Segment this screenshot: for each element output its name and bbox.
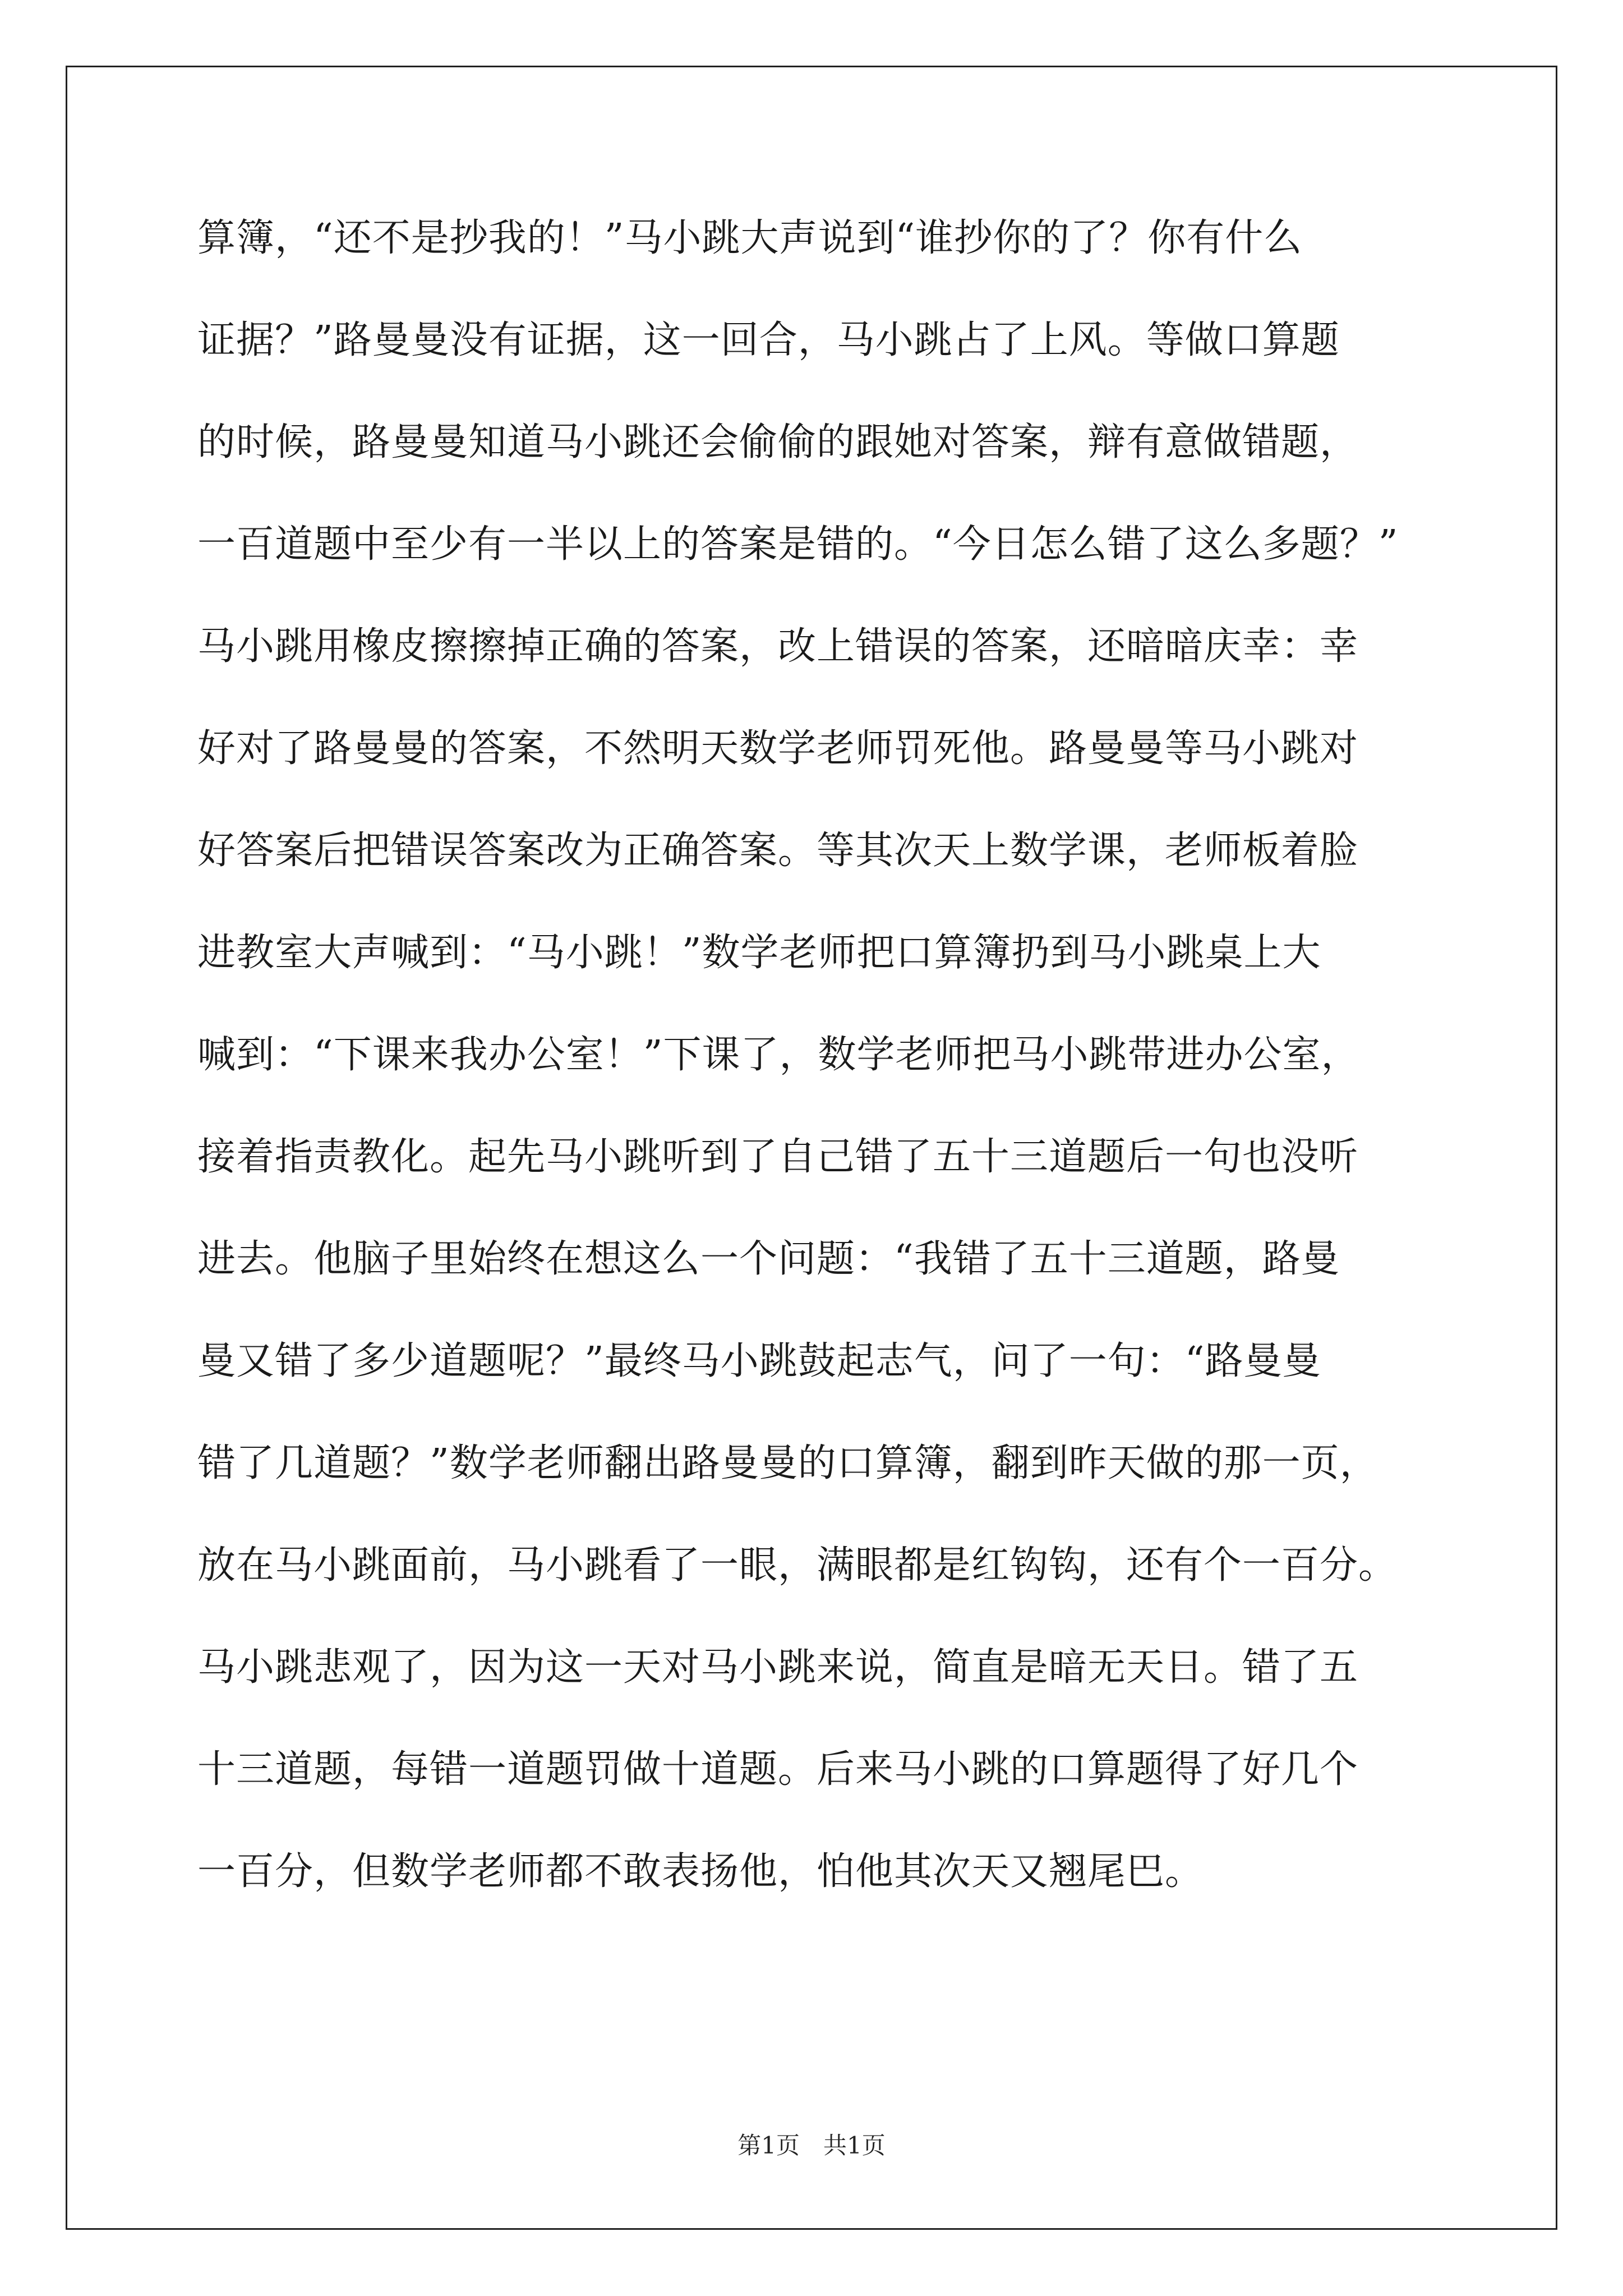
- text-line: 马小跳用橡皮擦擦掉正确的答案，改上错误的答案，还暗暗庆幸：幸: [197, 624, 1359, 669]
- text-line: 曼又错了多少道题呢？”最终马小跳鼓起志气，问了一句：“路曼曼: [197, 1339, 1321, 1383]
- text-line: 进去。他脑子里始终在想这么一个问题：“我错了五十三道题，路曼: [197, 1237, 1340, 1281]
- text-line: 好对了路曼曼的答案，不然明天数学老师罚死他。路曼曼等马小跳对: [197, 726, 1359, 771]
- text-line: 的时候，路曼曼知道马小跳还会偷偷的跟她对答案，辩有意做错题，: [197, 420, 1359, 464]
- page-footer: 第1页 共1页: [737, 2132, 886, 2159]
- text-line: 算簿，“还不是抄我的！”马小跳大声说到“谁抄你的了？你有什么: [197, 216, 1303, 260]
- text-line: 放在马小跳面前，马小跳看了一眼，满眼都是红钩钩，还有个一百分。: [197, 1543, 1398, 1588]
- text-line: 错了几道题？”数学老师翻出路曼曼的口算簿，翻到昨天做的那一页，: [197, 1441, 1378, 1485]
- text-line: 十三道题，每错一道题罚做十道题。后来马小跳的口算题得了好几个: [197, 1747, 1359, 1792]
- text-line: 一百分，但数学老师都不敢表扬他，怕他其次天又翘尾巴。: [197, 1849, 1204, 1894]
- text-line: 喊到：“下课来我办公室！”下课了，数学老师把马小跳带进办公室，: [197, 1033, 1360, 1077]
- text-line: 马小跳悲观了，因为这一天对马小跳来说，简直是暗无天日。错了五: [197, 1645, 1359, 1690]
- text-line: 证据？”路曼曼没有证据，这一回合，马小跳占了上风。等做口算题: [197, 318, 1340, 362]
- text-line: 一百道题中至少有一半以上的答案是错的。“今日怎么错了这么多题？”: [197, 522, 1399, 567]
- text-line: 接着指责教化。起先马小跳听到了自己错了五十三道题后一句也没听: [197, 1135, 1359, 1179]
- text-line: 进教室大声喊到：“马小跳！”数学老师把口算簿扔到马小跳桌上大: [197, 931, 1321, 975]
- document-body: [197, 213, 1459, 1949]
- text-line: 好答案后把错误答案改为正确答案。等其次天上数学课，老师板着脸: [197, 829, 1359, 873]
